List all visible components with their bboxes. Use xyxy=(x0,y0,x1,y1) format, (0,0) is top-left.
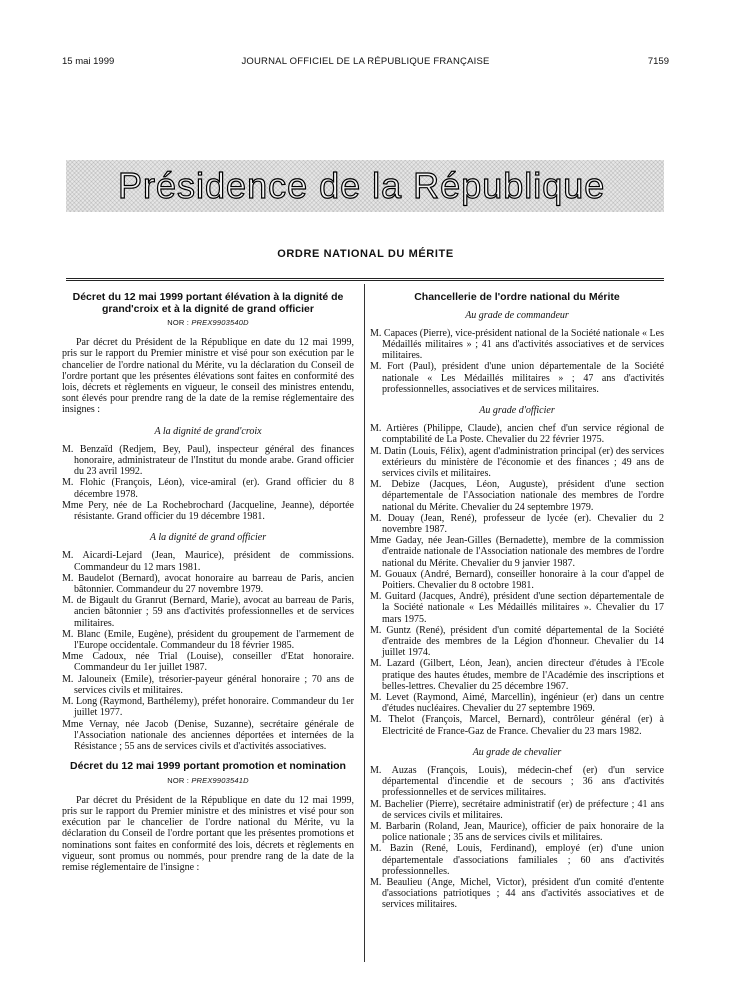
column-divider xyxy=(364,284,365,962)
decree1-nor xyxy=(62,317,354,328)
nor-code: PREX9903541D xyxy=(191,775,249,785)
left-column xyxy=(62,292,354,873)
list-item: M. Benzaïd (Redjem, Bey, Paul), inspecteur général des finances honoraire, administrateur de l'Institut du monde arabe. Grand officier du 23 avril 1992. xyxy=(62,443,354,478)
list-item: M. Barbarin (Roland, Jean, Maurice), officier de paix honoraire de la police nationale ; 35 ans de services civils et militaires. xyxy=(370,821,664,844)
section-heading: Au grade d'officier xyxy=(479,404,555,416)
list-item: M. Auzas (François, Louis), médecin-chef (er) d'un service départemental d'incendie et de secours ; 36 ans d'activités professionnelles et de services militaires. xyxy=(370,765,664,799)
list-item: M. Artières (Philippe, Claude), ancien chef d'un service régional de comptabilité de La Poste. Chevalier du 22 février 1975. xyxy=(370,423,664,446)
double-rule-top xyxy=(66,278,664,279)
chancellery-title: Chancellerie de l'ordre national du Mérite xyxy=(414,291,620,303)
list-item: M. Long (Raymond, Barthélemy), préfet honoraire. Commandeur du 1er juillet 1977. xyxy=(62,696,354,719)
page-number: 7159 xyxy=(647,56,669,67)
list-item: M. Fort (Paul), président d'une union départementale de la Société nationale « Les Médaillés militaires » ; 47 ans d'activités professionnelles, associatives et de services militaires. xyxy=(370,361,664,395)
list-item: M. Gouaux (André, Bernard), conseiller honoraire à la cour d'appel de Poitiers. Chevalier du 8 octobre 1981. xyxy=(370,568,664,591)
list-item: M. Beaulieu (Ange, Michel, Victor), président d'un comité d'entente d'associations patriotiques ; 44 ans d'activités associatives et de services militaires. xyxy=(370,877,664,911)
decree1-title: Décret du 12 mai 1999 portant élévation à la dignité de grand'croix et à la dignité de grand officier xyxy=(72,291,344,315)
list-item: M. Levet (Raymond, Aimé, Marcellin), ingénieur (er) dans un centre d'études nucléaires. Chevalier du 27 septembre 1969. xyxy=(370,692,664,715)
list-item: Mme Cadoux, née Trial (Louise), conseiller d'Etat honoraire. Commandeur du 1er juillet 1987. xyxy=(62,651,354,674)
list-item: M. de Bigault du Granrut (Bernard, Marie), avocat au barreau de Paris, ancien bâtonnier ; 59 ans d'activités professionnelles et de services militaires. xyxy=(62,595,354,629)
nor-code: PREX9903540D xyxy=(191,318,249,327)
decree1-body-wrap xyxy=(62,337,354,415)
section-heading: A la dignité de grand'croix xyxy=(154,425,262,437)
list-item: M. Lazard (Gilbert, Léon, Jean), ancien directeur d'études à l'Ecole pratique des hautes études, membre de l'Académie des inscriptions et belles-lettres. Chevalier du 25 décembre 1967. xyxy=(370,658,664,692)
list-item: M. Baudelot (Bernard), avocat honoraire au barreau de Paris, ancien bâtonnier. Commandeur du 27 novembre 1979. xyxy=(62,572,354,596)
list-item: M. Bachelier (Pierre), secrétaire administratif (er) de préfecture ; 41 ans de services civils et militaires. xyxy=(370,798,664,821)
list-item: Mme Gaday, née Jean-Gilles (Bernadette), membre de la commission d'entraide nationale de l'Association nationale des membres de l'ordre national du Mérite. Chevalier du 9 janvier 1987. xyxy=(370,535,664,569)
list-item: M. Datin (Louis, Félix), agent d'administration principal (er) des services extérieurs du ministère de l'économie et des finances ; 49 ans de services civils et militaires. xyxy=(370,445,664,479)
list-item: M. Guitard (Jacques, André), président d'une section départementale de la Société nationale « Les Médaillés militaires ». Chevalier du 17 mars 1975. xyxy=(370,591,664,625)
right-column xyxy=(370,292,664,911)
list-item: Mme Pery, née de La Rochebrochard (Jacqueline, Jeanne), déportée résistante. Grand officier du 19 décembre 1981. xyxy=(62,499,354,523)
section-banner xyxy=(66,160,664,212)
list-item: M. Aicardi-Lejard (Jean, Maurice), président de commissions. Commandeur du 12 mars 1981. xyxy=(62,550,354,573)
order-title: ORDRE NATIONAL DU MÉRITE xyxy=(277,248,454,260)
list-item: M. Thelot (François, Marcel, Bernard), contrôleur général (er) à Electricité de France-Gaz de France. Chevalier du 23 mars 1982. xyxy=(370,714,664,737)
decree2-body-wrap xyxy=(62,795,354,873)
list-item: M. Bazin (René, Louis, Ferdinand), employé (er) d'une union départementale d'associations familiales ; 60 ans d'activités professionnelles. xyxy=(370,843,664,877)
banner-title: Présidence de la République xyxy=(118,165,606,206)
decree2-nor xyxy=(62,775,354,786)
double-rule-bottom xyxy=(66,280,664,281)
decree2-title: Décret du 12 mai 1999 portant promotion et nomination xyxy=(70,760,346,773)
list-item: M. Guntz (René), président d'un comité départemental de la Société d'entraide des membres de la Légion d'honneur. Chevalier du 14 juillet 1974. xyxy=(370,624,664,659)
list-item: M. Douay (Jean, René), professeur de lycée (er). Chevalier du 2 novembre 1987. xyxy=(370,512,664,535)
list-item: M. Capaces (Pierre), vice-président national de la Société nationale « Les Médaillés militaires » ; 41 ans d'activités associatives et de services militaires. xyxy=(370,327,664,362)
issue-date: 15 mai 1999 xyxy=(62,56,115,67)
list-item: M. Flohic (François, Léon), vice-amiral (er). Grand officier du 8 décembre 1978. xyxy=(62,477,354,500)
list-item: M. Jalouneix (Emile), trésorier-payeur général honoraire ; 70 ans de services civils et militaires. xyxy=(62,673,354,696)
section-heading: Au grade de chevalier xyxy=(472,746,562,758)
running-header xyxy=(0,56,731,70)
nor-label: NOR : xyxy=(167,775,192,785)
decree2-body: Par décret du Président de la République en date du 12 mai 1999, pris sur le rapport du Premier ministre et des ministres et visé pour son exécution par le chancelier de l'ordre national du Mérite, vu la déclaration du Conseil de l'ordre portant que les présentes promotions et nominations sont faites en conformité des lois, décrets et règlements en vigueur, sont promus ou nommés, pour prendre rang de la date de la remise réglementaire de l'insigne : xyxy=(62,794,354,874)
list-item: Mme Vernay, née Jacob (Denise, Suzanne), secrétaire générale de l'Association nationale des anciennes déportées et internées de la Résistance ; 55 ans de services civils et d'activités associatives. xyxy=(62,718,354,752)
section-heading: Au grade de commandeur xyxy=(465,309,569,321)
list-item: M. Debize (Jacques, Léon, Auguste), président d'une section départementale de l'Association nationale des membres de l'ordre national du Mérite. Chevalier du 24 septembre 1979. xyxy=(370,479,664,513)
decree1-body: Par décret du Président de la République en date du 12 mai 1999, pris sur le rapport du Premier ministre et visé pour son exécution par le chancelier de l'ordre national du Mérite, vu la déclaration du Conseil de l'ordre portant que les présentes élévations sont faites en conformité des lois, décrets et règlements en vigueur, le conseil des ministres entendu, sont élevés pour prendre rang de la date de la remise réglementaire des insignes : xyxy=(62,337,354,416)
journal-title: JOURNAL OFFICIEL DE LA RÉPUBLIQUE FRANÇAISE xyxy=(241,56,490,67)
list-item: M. Blanc (Emile, Eugène), président du groupement de l'armement de l'Europe occidentale. Commandeur du 18 février 1985. xyxy=(62,628,354,652)
section-heading: A la dignité de grand officier xyxy=(149,532,267,544)
nor-label: NOR : xyxy=(167,318,192,327)
